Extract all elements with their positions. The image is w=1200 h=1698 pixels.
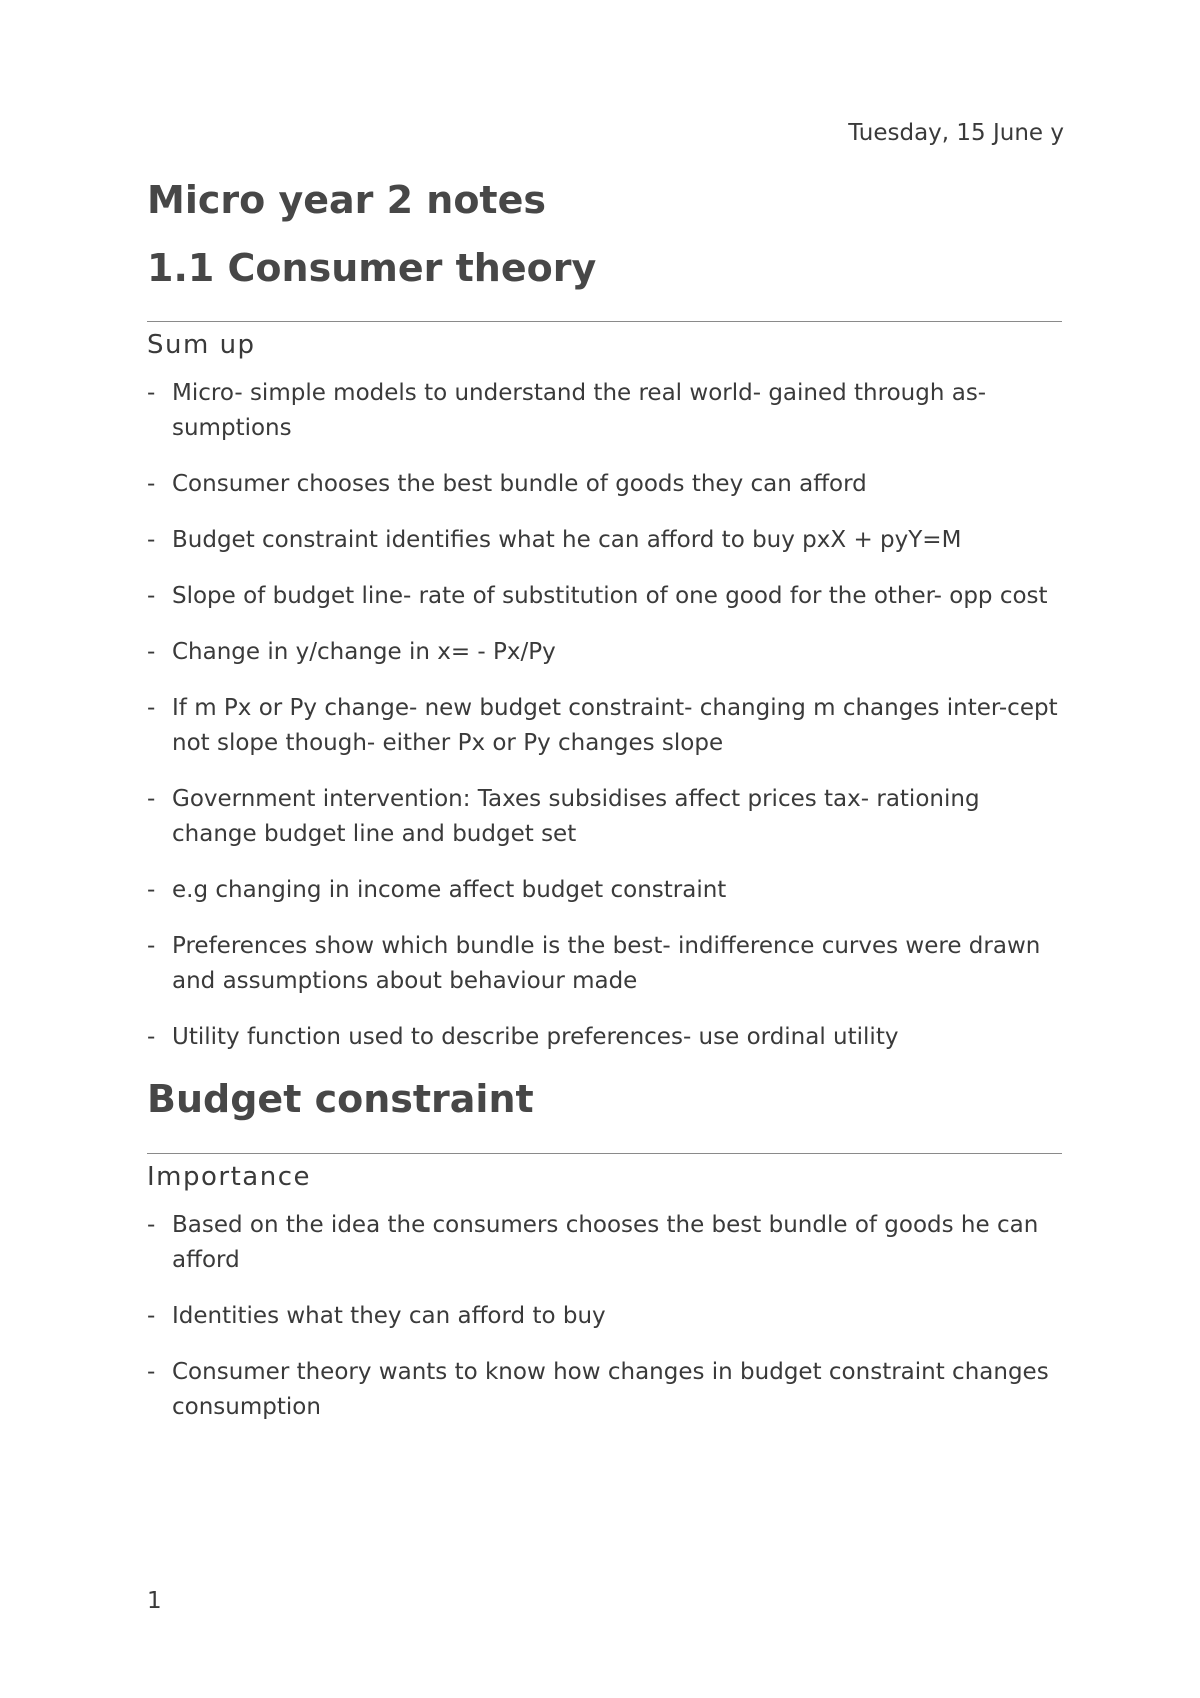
list-item <box>147 579 1062 614</box>
bullet-dash: - <box>147 786 156 813</box>
section-heading-budget-constraint: Budget constraint <box>147 1077 534 1122</box>
page-number: 1 <box>147 1588 162 1614</box>
bullet-dash: - <box>147 583 156 610</box>
list-item-text: Based on the idea the consumers chooses the best bundle of goods he can afford <box>172 1211 1039 1273</box>
page-content <box>147 178 1062 1446</box>
list-item-text: e.g changing in income affect budget constraint <box>172 877 727 904</box>
list-item-text: Consumer chooses the best bundle of goods they can afford <box>172 471 867 498</box>
section-divider <box>147 1153 1062 1154</box>
list-item <box>147 782 1062 852</box>
date-header: Tuesday, 15 June y <box>848 120 1064 146</box>
list-item <box>147 691 1062 761</box>
bullet-dash: - <box>147 527 156 554</box>
list-item-text: Budget constraint identifies what he can afford to buy pxX + pyY=M <box>172 527 962 554</box>
list-item <box>147 376 1062 446</box>
bullet-dash: - <box>147 877 156 904</box>
list-item <box>147 467 1062 502</box>
list-item <box>147 1208 1062 1278</box>
sum-up-list <box>147 376 1062 1055</box>
list-item-text: Utility function used to describe preferences- use ordinal utility <box>172 1024 899 1051</box>
list-item-text: Micro- simple models to understand the real world- gained through as-sumptions <box>172 380 987 442</box>
bullet-dash: - <box>147 1211 156 1238</box>
list-item <box>147 929 1062 999</box>
section-heading-consumer-theory: 1.1 Consumer theory <box>147 245 597 290</box>
bullet-dash: - <box>147 1024 156 1051</box>
list-item <box>147 1299 1062 1334</box>
list-item-text: If m Px or Py change- new budget constraint- changing m changes inter-cept not slope though- either Px or Py changes slope <box>172 695 1058 757</box>
list-item <box>147 1355 1062 1425</box>
section-divider <box>147 321 1062 322</box>
list-item <box>147 523 1062 558</box>
subheading-sum-up: Sum up <box>147 330 256 361</box>
list-item <box>147 1020 1062 1055</box>
list-item-text: Preferences show which bundle is the best- indifference curves were drawn and assumptions about behaviour made <box>172 933 1041 995</box>
bullet-dash: - <box>147 933 156 960</box>
list-item-text: Slope of budget line- rate of substitution of one good for the other- opp cost <box>172 583 1048 610</box>
list-item <box>147 873 1062 908</box>
list-item <box>147 635 1062 670</box>
bullet-dash: - <box>147 1358 156 1385</box>
importance-list <box>147 1208 1062 1425</box>
bullet-dash: - <box>147 380 156 407</box>
list-item-text: Consumer theory wants to know how changes in budget constraint changes consumption <box>172 1358 1049 1420</box>
list-item-text: Change in y/change in x= - Px/Py <box>172 639 556 666</box>
list-item-text: Government intervention: Taxes subsidises affect prices tax- rationing change budget line and budget set <box>172 786 980 848</box>
subheading-importance: Importance <box>147 1161 311 1192</box>
bullet-dash: - <box>147 471 156 498</box>
list-item-text: Identities what they can afford to buy <box>172 1302 606 1329</box>
bullet-dash: - <box>147 695 156 722</box>
bullet-dash: - <box>147 639 156 666</box>
document-title: Micro year 2 notes <box>147 178 546 222</box>
bullet-dash: - <box>147 1302 156 1329</box>
